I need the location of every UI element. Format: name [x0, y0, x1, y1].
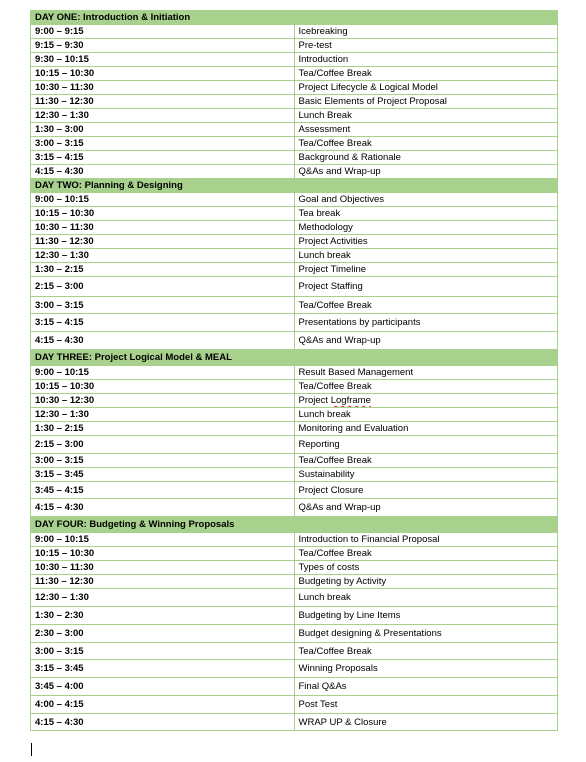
activity: Lunch break [294, 249, 558, 263]
activity: Q&As and Wrap-up [294, 332, 558, 350]
time-slot: 12:30 – 1:30 [31, 109, 295, 123]
time-slot: 4:15 – 4:30 [31, 332, 295, 350]
time-slot: 2:15 – 3:00 [31, 436, 295, 454]
activity: Assessment [294, 123, 558, 137]
time-slot: 3:00 – 3:15 [31, 297, 295, 314]
schedule-row [31, 436, 558, 454]
day-title: DAY THREE: Project Logical Model & MEAL [31, 350, 558, 366]
activity: Lunch break [294, 408, 558, 422]
schedule-row [31, 297, 558, 314]
day-header-row [31, 517, 558, 533]
day-header-row [31, 11, 558, 25]
time-slot: 9:30 – 10:15 [31, 53, 295, 67]
schedule-row [31, 221, 558, 235]
activity: Project Lifecycle & Logical Model [294, 81, 558, 95]
time-slot: 2:30 – 3:00 [31, 625, 295, 643]
spellcheck-underline: Logframe [330, 395, 371, 406]
time-slot: 10:15 – 10:30 [31, 380, 295, 394]
schedule-row [31, 678, 558, 696]
activity: Introduction to Financial Proposal [294, 533, 558, 547]
activity: Pre-test [294, 39, 558, 53]
schedule-row [31, 263, 558, 277]
activity: Tea/Coffee Break [294, 380, 558, 394]
schedule-row [31, 643, 558, 660]
schedule-row [31, 380, 558, 394]
time-slot: 9:00 – 10:15 [31, 193, 295, 207]
time-slot: 3:15 – 4:15 [31, 151, 295, 165]
time-slot: 1:30 – 2:15 [31, 263, 295, 277]
time-slot: 3:15 – 4:15 [31, 314, 295, 332]
schedule-row [31, 332, 558, 350]
schedule-row [31, 499, 558, 517]
activity: Monitoring and Evaluation [294, 422, 558, 436]
schedule-row [31, 575, 558, 589]
time-slot: 4:15 – 4:30 [31, 165, 295, 179]
schedule-row [31, 95, 558, 109]
schedule-row [31, 468, 558, 482]
schedule-row [31, 533, 558, 547]
activity: Tea break [294, 207, 558, 221]
activity: Winning Proposals [294, 660, 558, 678]
time-slot: 3:00 – 3:15 [31, 643, 295, 660]
time-slot: 12:30 – 1:30 [31, 249, 295, 263]
schedule-row [31, 235, 558, 249]
time-slot: 9:00 – 10:15 [31, 533, 295, 547]
activity: Budgeting by Line Items [294, 607, 558, 625]
schedule-row [31, 123, 558, 137]
schedule-row [31, 67, 558, 81]
time-slot: 1:30 – 3:00 [31, 123, 295, 137]
time-slot: 11:30 – 12:30 [31, 235, 295, 249]
activity: Sustainability [294, 468, 558, 482]
schedule-row [31, 714, 558, 731]
activity: Tea/Coffee Break [294, 137, 558, 151]
schedule-row [31, 394, 558, 408]
time-slot: 4:15 – 4:30 [31, 499, 295, 517]
time-slot: 1:30 – 2:15 [31, 422, 295, 436]
day-title: DAY ONE: Introduction & Initiation [31, 11, 558, 25]
schedule-row [31, 53, 558, 67]
schedule-row [31, 422, 558, 436]
time-slot: 10:15 – 10:30 [31, 207, 295, 221]
activity: Project Activities [294, 235, 558, 249]
activity: Tea/Coffee Break [294, 297, 558, 314]
activity: Q&As and Wrap-up [294, 165, 558, 179]
activity: Methodology [294, 221, 558, 235]
activity: Tea/Coffee Break [294, 643, 558, 660]
time-slot: 1:30 – 2:30 [31, 607, 295, 625]
text-cursor [31, 743, 32, 756]
activity: Budget designing & Presentations [294, 625, 558, 643]
activity: Final Q&As [294, 678, 558, 696]
schedule-row [31, 249, 558, 263]
time-slot: 10:15 – 10:30 [31, 67, 295, 81]
activity: Q&As and Wrap-up [294, 499, 558, 517]
schedule-row [31, 137, 558, 151]
schedule-row [31, 366, 558, 380]
activity: Project Timeline [294, 263, 558, 277]
schedule-row [31, 561, 558, 575]
activity: Budgeting by Activity [294, 575, 558, 589]
time-slot: 12:30 – 1:30 [31, 589, 295, 607]
day-title: DAY FOUR: Budgeting & Winning Proposals [31, 517, 558, 533]
time-slot: 3:00 – 3:15 [31, 454, 295, 468]
time-slot: 10:30 – 11:30 [31, 81, 295, 95]
activity: Project Closure [294, 482, 558, 499]
activity: Introduction [294, 53, 558, 67]
time-slot: 10:15 – 10:30 [31, 547, 295, 561]
activity: Presentations by participants [294, 314, 558, 332]
time-slot: 11:30 – 12:30 [31, 575, 295, 589]
schedule-row [31, 151, 558, 165]
schedule-row [31, 625, 558, 643]
time-slot: 3:45 – 4:00 [31, 678, 295, 696]
time-slot: 9:15 – 9:30 [31, 39, 295, 53]
activity: WRAP UP & Closure [294, 714, 558, 731]
schedule-row [31, 39, 558, 53]
activity: Icebreaking [294, 25, 558, 39]
day-header-row [31, 179, 558, 193]
time-slot: 11:30 – 12:30 [31, 95, 295, 109]
time-slot: 3:45 – 4:15 [31, 482, 295, 499]
activity: Reporting [294, 436, 558, 454]
time-slot: 3:00 – 3:15 [31, 137, 295, 151]
time-slot: 10:30 – 11:30 [31, 561, 295, 575]
time-slot: 12:30 – 1:30 [31, 408, 295, 422]
time-slot: 2:15 – 3:00 [31, 277, 295, 297]
schedule-row [31, 277, 558, 297]
activity: Tea/Coffee Break [294, 67, 558, 81]
activity: Basic Elements of Project Proposal [294, 95, 558, 109]
schedule-row [31, 193, 558, 207]
activity: Background & Rationale [294, 151, 558, 165]
day-header-row [31, 350, 558, 366]
activity: Lunch Break [294, 109, 558, 123]
activity: Post Test [294, 696, 558, 714]
schedule-row [31, 408, 558, 422]
training-schedule-table [30, 10, 558, 731]
schedule-row [31, 547, 558, 561]
day-title: DAY TWO: Planning & Designing [31, 179, 558, 193]
schedule-row [31, 109, 558, 123]
activity: Lunch break [294, 589, 558, 607]
time-slot: 10:30 – 11:30 [31, 221, 295, 235]
time-slot: 10:30 – 12:30 [31, 394, 295, 408]
activity: Project Staffing [294, 277, 558, 297]
schedule-row [31, 165, 558, 179]
time-slot: 3:15 – 3:45 [31, 468, 295, 482]
activity: Result Based Management [294, 366, 558, 380]
schedule-row [31, 454, 558, 468]
schedule-row [31, 314, 558, 332]
schedule-row [31, 482, 558, 499]
activity: Tea/Coffee Break [294, 547, 558, 561]
activity: Types of costs [294, 561, 558, 575]
schedule-row [31, 207, 558, 221]
time-slot: 9:00 – 10:15 [31, 366, 295, 380]
schedule-row [31, 607, 558, 625]
time-slot: 3:15 – 3:45 [31, 660, 295, 678]
schedule-row [31, 660, 558, 678]
schedule-row [31, 589, 558, 607]
activity: Project Logframe [294, 394, 558, 408]
schedule-row [31, 25, 558, 39]
time-slot: 4:00 – 4:15 [31, 696, 295, 714]
time-slot: 4:15 – 4:30 [31, 714, 295, 731]
schedule-row [31, 696, 558, 714]
activity: Goal and Objectives [294, 193, 558, 207]
activity: Tea/Coffee Break [294, 454, 558, 468]
schedule-row [31, 81, 558, 95]
time-slot: 9:00 – 9:15 [31, 25, 295, 39]
